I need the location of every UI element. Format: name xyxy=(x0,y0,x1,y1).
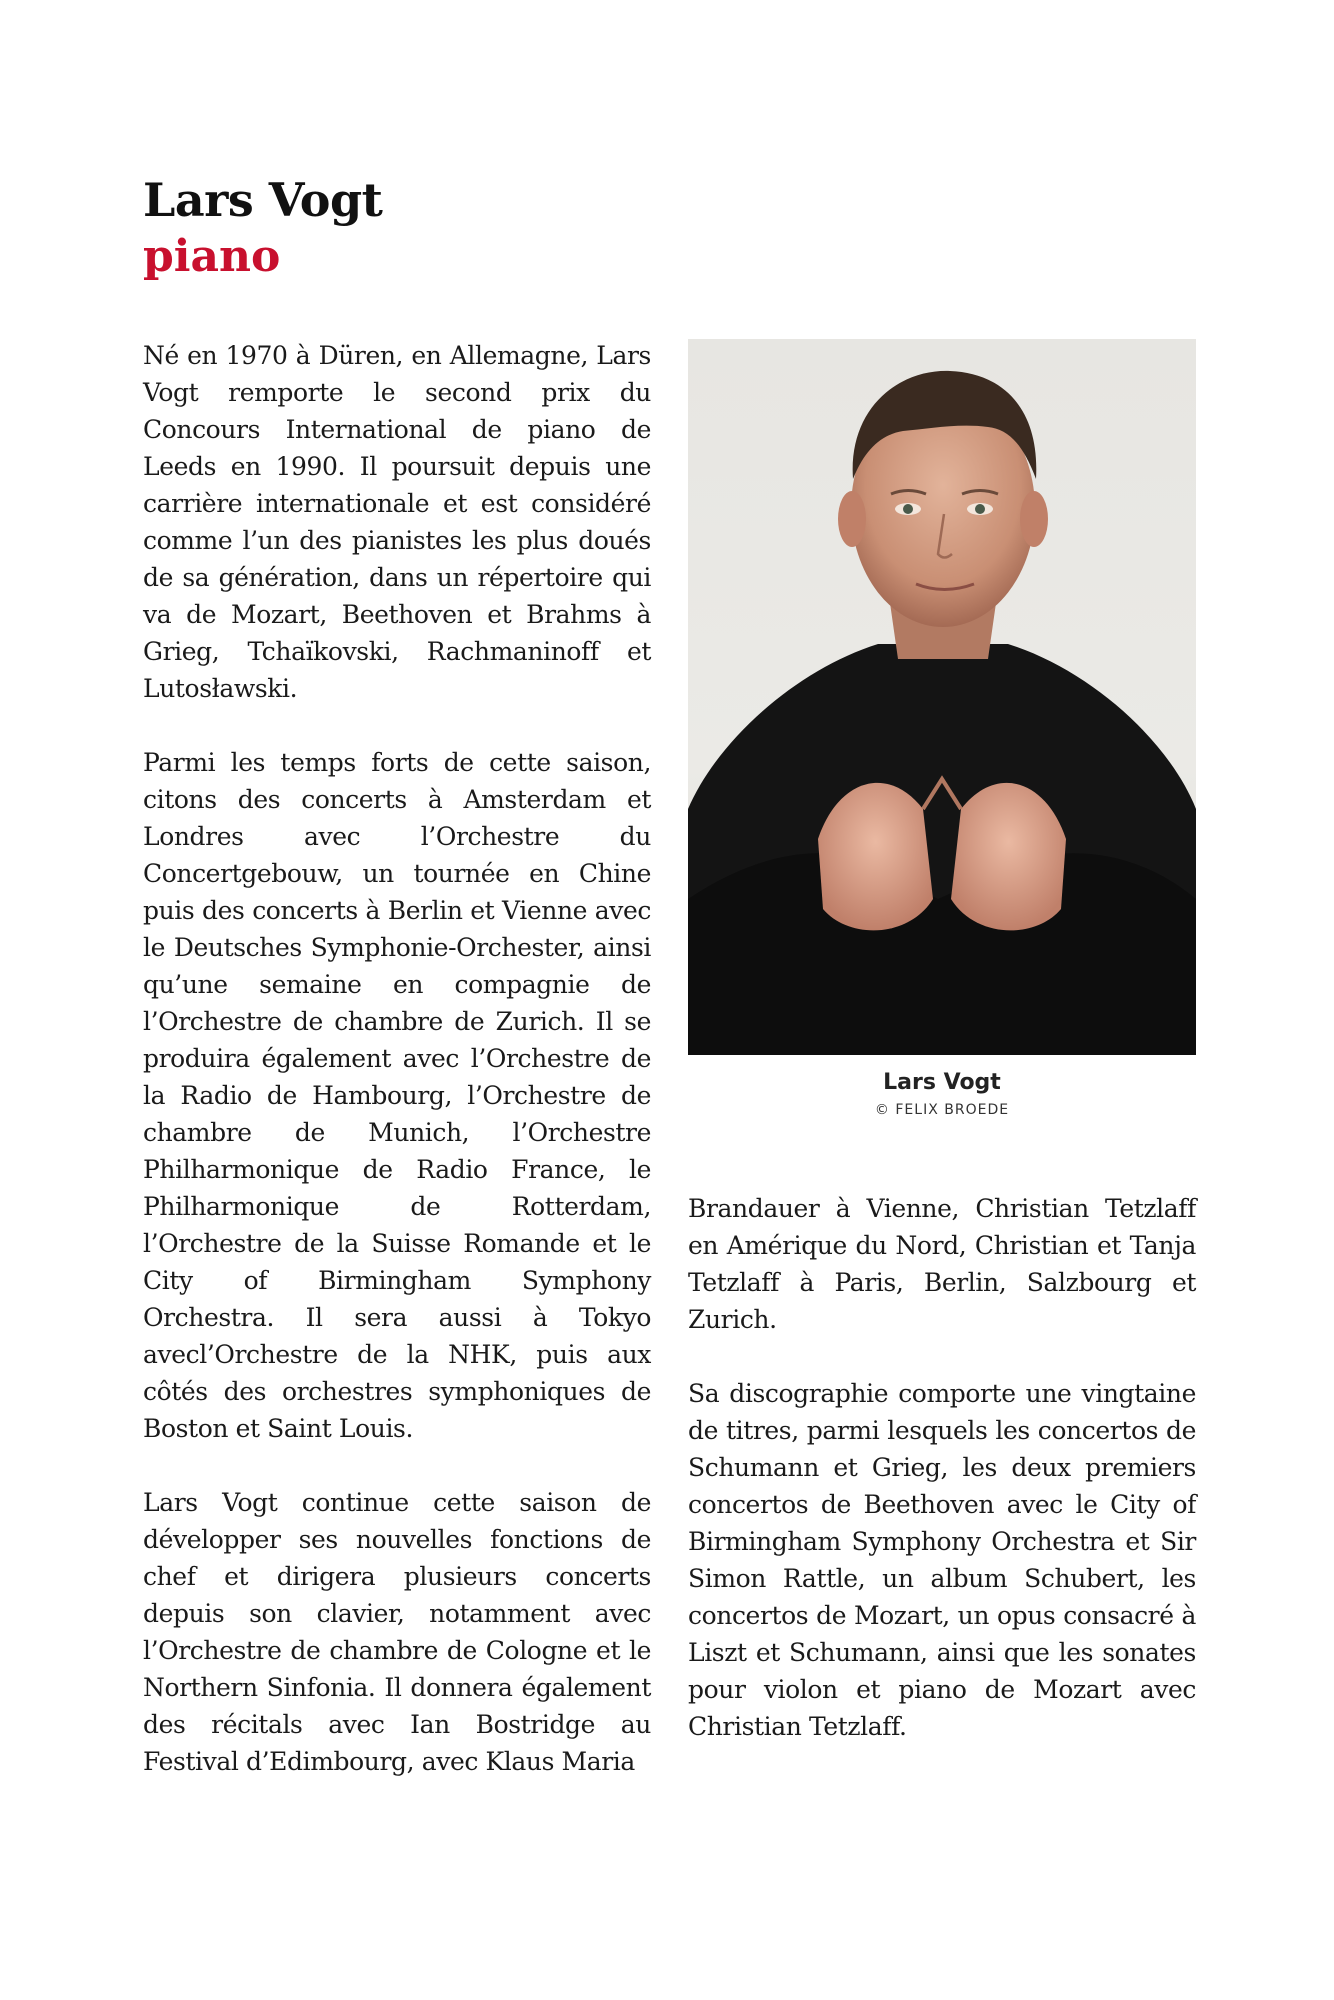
portrait-illustration xyxy=(688,339,1196,1055)
artist-name: Lars Vogt xyxy=(143,173,383,227)
bio-column-right xyxy=(688,1190,1196,1782)
artist-instrument: piano xyxy=(143,231,281,282)
artist-photo xyxy=(688,339,1196,1055)
bio-paragraph-3-continued: Brandauer à Vienne, Christian Tetzlaff en Amérique du Nord, Christian et Tanja Tetzlaff à Paris, Berlin, Salzbourg et Zurich. xyxy=(688,1194,1196,1334)
photo-credit: © FELIX BROEDE xyxy=(874,1102,1010,1118)
bio-column-left xyxy=(143,337,651,1817)
photo-caption-name: Lars Vogt xyxy=(883,1070,1001,1095)
bio-paragraph-4: Sa discographie comporte une vingtaine de titres, parmi lesquels les concertos de Schumann et Grieg, les deux premiers concertos de Beethoven avec le City of Birmingham Symphony Orchestra et Sir Simon Rattle, un album Schubert, les concertos de Mozart, un opus consacré à Liszt et Schumann, ainsi que les sonates pour violon et piano de Mozart avec Christian Tetzlaff. xyxy=(688,1379,1196,1741)
bio-paragraph-1: Né en 1970 à Düren, en Allemagne, Lars Vogt remporte le second prix du Concours International de piano de Leeds en 1990. Il poursuit depuis une carrière internationale et est considéré comme l’un des pianistes les plus doués de sa génération, dans un répertoire qui va de Mozart, Beethoven et Brahms à Grieg, Tchaïkovski, Rachmaninoff et Lutosławski. xyxy=(143,341,651,703)
bio-paragraph-2: Parmi les temps forts de cette saison, citons des concerts à Amsterdam et Londres avec l’Orchestre du Concertgebouw, un tournée en Chine puis des concerts à Berlin et Vienne avec le Deutsches Symphonie-Orchester, ainsi qu’une semaine en compagnie de l’Orchestre de chambre de Zurich. Il se produira également avec l’Orchestre de la Radio de Hambourg, l’Orchestre de chambre de Munich, l’Orchestre Philharmonique de Radio France, le Philharmonique de Rotterdam, l’Orchestre de la Suisse Romande et le City of Birmingham Symphony Orchestra. Il sera aussi à Tokyo avecl’Orchestre de la NHK, puis aux côtés des orchestres symphoniques de Boston et Saint Louis. xyxy=(143,748,651,1443)
bio-paragraph-3: Lars Vogt continue cette saison de développer ses nouvelles fonctions de chef et dirigera plusieurs concerts depuis son clavier, notamment avec l’Orchestre de chambre de Cologne et le Northern Sinfonia. Il donnera également des récitals avec Ian Bostridge au Festival d’Edimbourg, avec Klaus Maria xyxy=(143,1488,651,1776)
